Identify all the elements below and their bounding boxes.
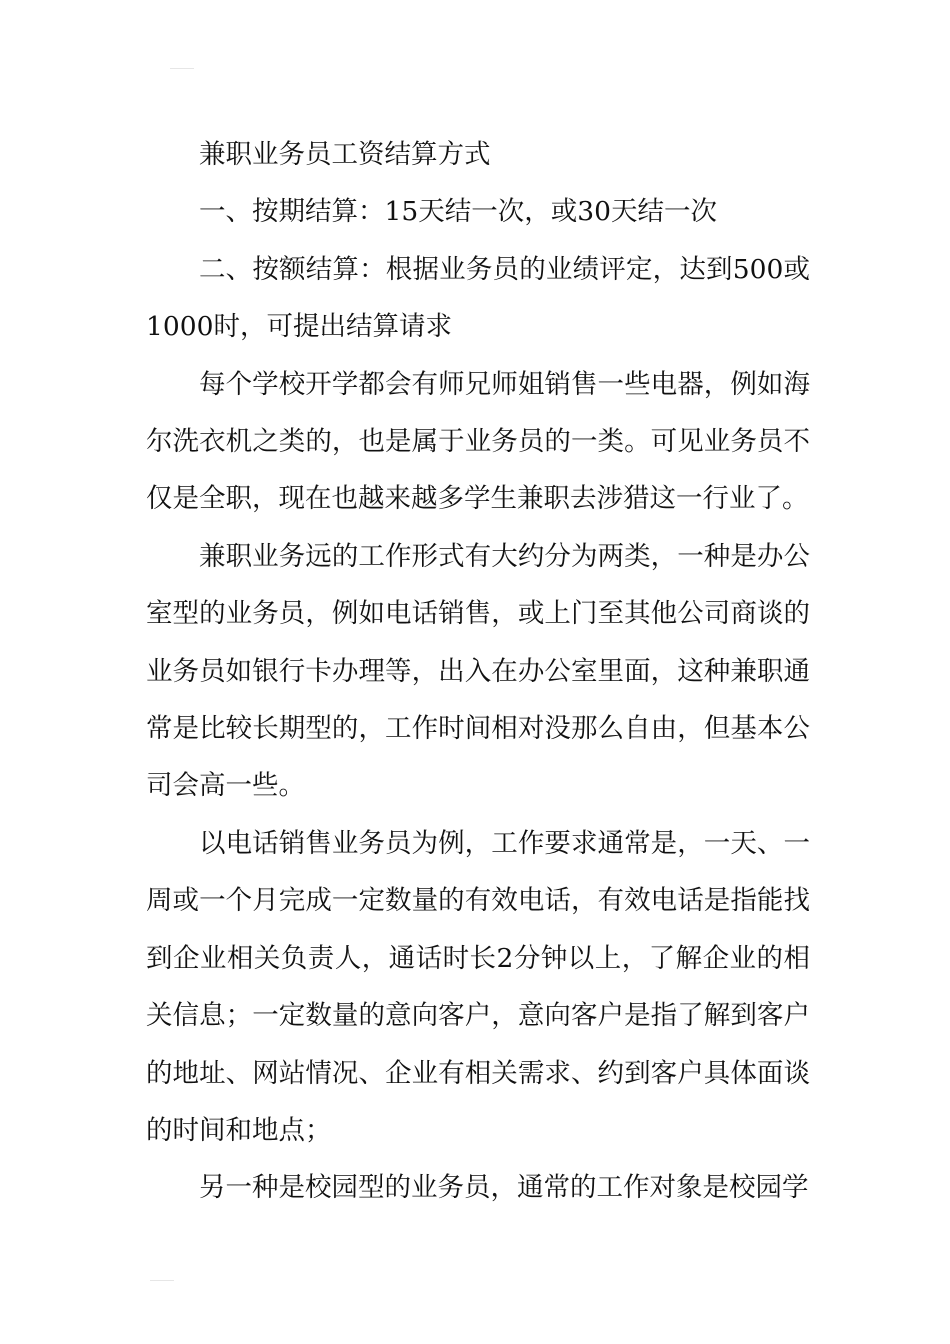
paragraph-settlement-period: 一、按期结算：15天结一次，或30天结一次 bbox=[199, 196, 717, 228]
page-corner-mark-bottom bbox=[150, 1280, 174, 1281]
paragraph-work-forms: 兼职业务远的工作形式有大约分为两类，一种是办公室型的业务员，例如电话销售，或上门至其他公司商谈的业务员如银行卡办理等，出入在办公室里面，这种兼职通常是比较长期型的，工作时间相对没那么自由，但基本公司会高一些。 bbox=[146, 540, 810, 802]
paragraph-campus-type: 另一种是校园型的业务员，通常的工作对象是校园学 bbox=[199, 1172, 809, 1204]
page-corner-mark-top bbox=[170, 68, 194, 69]
paragraph-campus-sales: 每个学校开学都会有师兄师姐销售一些电器，例如海尔洗衣机之类的，也是属于业务员的一类。可见业务员不仅是全职，现在也越来越多学生兼职去涉猎这一行业了。 bbox=[146, 368, 810, 515]
document-body bbox=[146, 126, 810, 1217]
document-title: 兼职业务员工资结算方式 bbox=[199, 139, 491, 170]
paragraph-phone-sales: 以电话销售业务员为例，工作要求通常是，一天、一周或一个月完成一定数量的有效电话，有效电话是指能找到企业相关负责人，通话时长2分钟以上，了解企业的相关信息；一定数量的意向客户，意向客户是指了解到客户的地址、网站情况、企业有相关需求、约到客户具体面谈的时间和地点； bbox=[146, 827, 810, 1146]
paragraph-settlement-amount: 二、按额结算：根据业务员的业绩评定，达到500或1000时，可提出结算请求 bbox=[146, 253, 810, 343]
